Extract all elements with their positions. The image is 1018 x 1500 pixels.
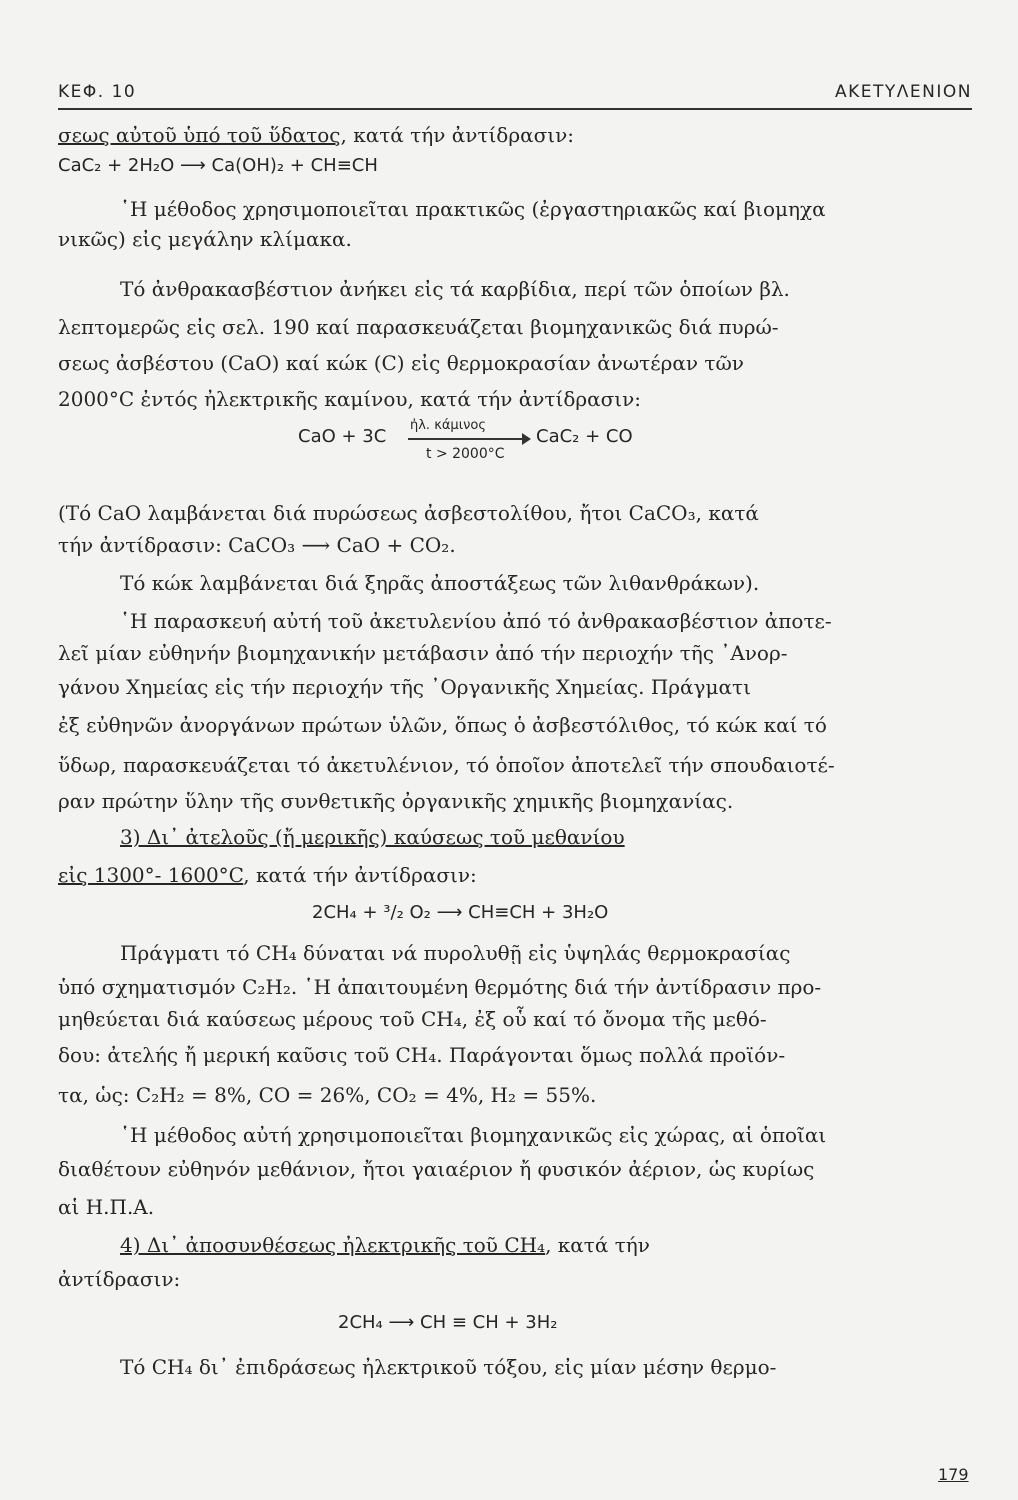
running-header <box>58 80 972 110</box>
text-line: τήν ἀντίδρασιν: CaCO₃ ⟶ CaO + CO₂. <box>58 533 456 557</box>
text-line: ὑπό σχηματισμόν C₂H₂. ῾Η ἀπαιτουμένη θερμότης διά τήν ἀντίδρασιν προ- <box>58 975 822 999</box>
chapter-title: ΑΚΕΤΥΛΕΝΙΟΝ <box>835 82 972 102</box>
equation-products: CaC₂ + CO <box>536 426 633 447</box>
equation-reactants: CaO + 3C <box>298 426 387 447</box>
equation-temperature: t > 2000°C <box>426 446 505 462</box>
text-line: εἰς 1300°- 1600°C, κατά τήν ἀντίδρασιν: <box>58 863 477 887</box>
text-line: ἀντίδρασιν: <box>58 1267 181 1291</box>
text-line: δου: ἀτελής ἤ μερική καῦσις τοῦ CH₄. Παράγονται ὅμως πολλά προϊόν- <box>58 1043 786 1067</box>
text-line: αἱ Η.Π.Α. <box>58 1195 155 1219</box>
text-line: Τό κώκ λαμβάνεται διά ξηρᾶς ἀποστάξεως τῶν λιθανθράκων). <box>120 571 760 595</box>
underlined-phrase: σεως αὐτοῦ ὑπό τοῦ ὕδατος <box>58 123 341 147</box>
text-line: Τό ἀνθρακασβέστιον ἀνήκει εἰς τά καρβίδια, περί τῶν ὁποίων βλ. <box>120 277 790 301</box>
text-line: τα, ὡς: C₂H₂ = 8%, CO = 26%, CO₂ = 4%, H₂ = 55%. <box>58 1083 597 1107</box>
text-line: ῾Η παρασκευή αὐτή τοῦ ἀκετυλενίου ἀπό τό ἀνθρακασβέστιον ἀποτε- <box>120 609 832 633</box>
text-line: διαθέτουν εὐθηνόν μεθάνιον, ἤτοι γαιαέριον ἤ φυσικόν ἀέριον, ὡς κυρίως <box>58 1157 815 1181</box>
reaction-arrowhead <box>522 433 531 445</box>
text-line-1: σεως αὐτοῦ ὑπό τοῦ ὕδατος, κατά τήν ἀντίδρασιν: <box>58 123 574 147</box>
chapter-label: ΚΕΦ. 10 <box>58 82 137 102</box>
page-number: 179 <box>938 1465 969 1484</box>
reaction-arrow <box>408 438 526 440</box>
text-line: γάνου Χημείας εἰς τήν περιοχήν τῆς ᾿Οργανικῆς Χημείας. Πράγματι <box>58 675 751 699</box>
equation-line: 2CH₄ ⟶ CH ≡ CH + 3H₂ <box>338 1312 558 1333</box>
text-line: ῾Η μέθοδος χρησιμοποιεῖται πρακτικῶς (ἐργαστηριακῶς καί βιομηχα <box>120 197 826 221</box>
text-line: μηθεύεται διά καύσεως μέρους τοῦ CH₄, ἐξ οὗ καί τό ὄνομα τῆς μεθό- <box>58 1007 767 1031</box>
text-line: ἐξ εὐθηνῶν ἀνοργάνων πρώτων ὑλῶν, ὅπως ὁ ἀσβεστόλιθος, τό κώκ καί τό <box>58 713 827 737</box>
underlined-phrase: εἰς 1300°- 1600°C <box>58 863 244 887</box>
section-heading-3: 3) Δι᾿ ἀτελοῦς (ἤ μερικῆς) καύσεως τοῦ μεθανίου <box>120 825 625 849</box>
text-line: λεπτομερῶς εἰς σελ. 190 καί παρασκευάζεται βιομηχανικῶς διά πυρώ- <box>58 315 779 339</box>
text-line: (Τό CaO λαμβάνεται διά πυρώσεως ἀσβεστολίθου, ἤτοι CaCO₃, κατά <box>58 501 759 525</box>
equation-line: 2CH₄ + ³/₂ O₂ ⟶ CH≡CH + 3H₂O <box>312 902 609 923</box>
text-line: Πράγματι τό CH₄ δύναται νά πυρολυθῇ εἰς ὑψηλάς θερμοκρασίας <box>120 941 791 965</box>
text-line: 2000°C ἐντός ἠλεκτρικῆς καμίνου, κατά τήν ἀντίδρασιν: <box>58 387 642 411</box>
text-line: Τό CH₄ δι᾿ ἐπιδράσεως ἠλεκτρικοῦ τόξου, εἰς μίαν μέσην θερμο- <box>120 1355 777 1379</box>
text-line: ὕδωρ, παρασκευάζεται τό ἀκετυλένιον, τό ὁποῖον ἀποτελεῖ τήν σπουδαιοτέ- <box>58 753 835 777</box>
text-line: λεῖ μίαν εὐθηνήν βιομηχανικήν μετάβασιν ἀπό τήν περιοχήν τῆς ᾿Ανορ- <box>58 641 788 665</box>
furnace-equation <box>298 420 718 468</box>
equation-line: CaC₂ + 2H₂O ⟶ Ca(OH)₂ + CH≡CH <box>58 155 378 176</box>
text-line: σεως ἀσβέστου (CaO) καί κώκ (C) εἰς θερμοκρασίαν ἀνωτέραν τῶν <box>58 351 744 375</box>
equation-condition: ἠλ. κάμινος <box>410 418 486 433</box>
text-line: ῾Η μέθοδος αὐτή χρησιμοποιεῖται βιομηχανικῶς εἰς χώρας, αἱ ὁποῖαι <box>120 1123 827 1147</box>
text-line: ραν πρώτην ὕλην τῆς συνθετικῆς ὀργανικῆς χημικῆς βιομηχανίας. <box>58 789 734 813</box>
section-heading-4: 4) Δι᾿ ἀποσυνθέσεως ἠλεκτρικῆς τοῦ CH₄, κατά τήν <box>120 1233 650 1257</box>
text-line: νικῶς) εἰς μεγάλην κλίμακα. <box>58 227 352 251</box>
